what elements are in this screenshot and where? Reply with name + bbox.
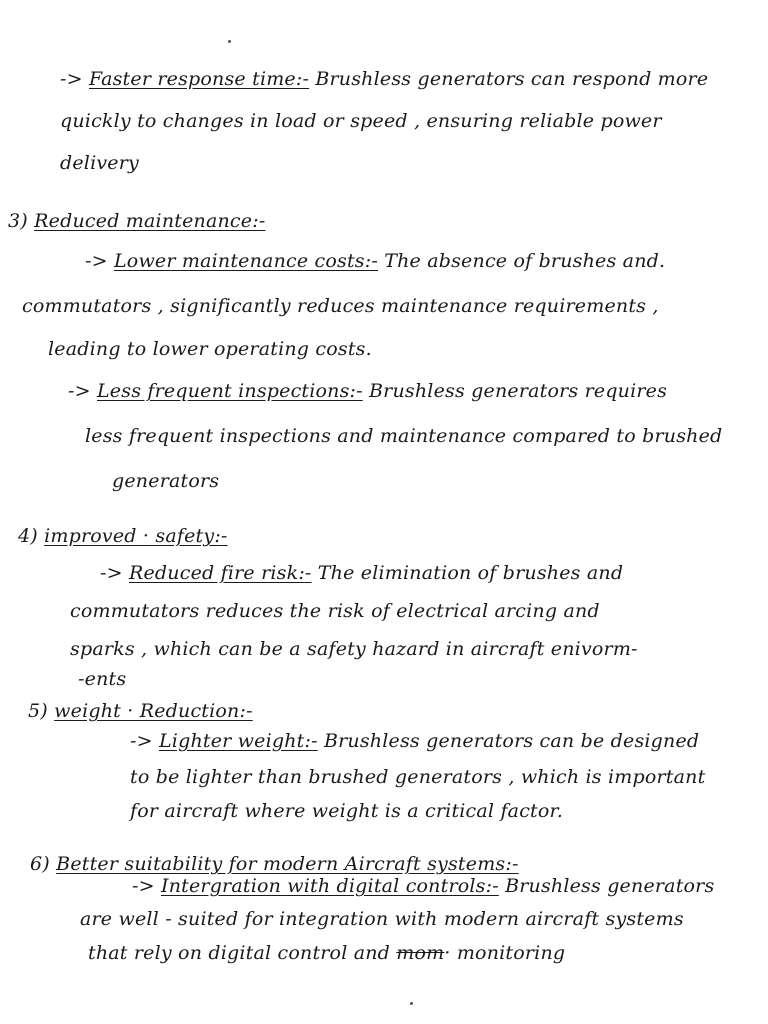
section-title: weight · Reduction:- xyxy=(54,700,253,722)
body-line: quickly to changes in load or speed , ensuring reliable power xyxy=(60,110,662,132)
struck-out-text: mom xyxy=(396,942,445,964)
arrow-bullet: -> xyxy=(85,250,114,272)
point-heading: Faster response time:- xyxy=(88,68,310,90)
section-number: 4) xyxy=(18,525,38,547)
body-line: leading to lower operating costs. xyxy=(48,338,372,360)
section-number: 3) xyxy=(8,210,28,232)
point-heading: Reduced fire risk:- xyxy=(128,562,312,584)
point-heading: Lighter weight:- xyxy=(158,730,318,752)
point-text: Brushless generators can be designed xyxy=(317,730,700,752)
point-text: Brushless generators xyxy=(498,875,715,897)
section-title: Reduced maintenance:- xyxy=(34,210,266,232)
arrow-bullet: -> xyxy=(68,380,97,402)
body-line: commutators , significantly reduces maintenance requirements , xyxy=(22,295,659,317)
body-line: are well - suited for integration with modern aircraft systems xyxy=(80,908,684,930)
section-title: Better suitability for modern Aircraft systems:- xyxy=(56,853,519,875)
stray-pen-dot xyxy=(228,40,231,43)
section-number: 5) xyxy=(28,700,48,722)
point-text: The elimination of brushes and xyxy=(311,562,624,584)
body-text: that rely on digital control and xyxy=(88,942,397,964)
section-heading-4 xyxy=(18,525,228,547)
section-heading-6 xyxy=(30,853,519,875)
arrow-bullet: -> xyxy=(130,730,159,752)
point-heading: Less frequent inspections:- xyxy=(96,380,363,402)
arrow-bullet: -> xyxy=(132,875,161,897)
body-line-final xyxy=(88,942,565,964)
point-fire-risk-line1 xyxy=(100,562,623,584)
point-lower-maintenance-line1 xyxy=(85,250,665,272)
arrow-bullet: -> xyxy=(60,68,89,90)
body-line: for aircraft where weight is a critical factor. xyxy=(130,800,563,822)
point-text: Brushless generators can respond more xyxy=(309,68,709,90)
body-line: sparks , which can be a safety hazard in aircraft enivorm- xyxy=(70,638,638,660)
body-line: less frequent inspections and maintenance compared to brushed xyxy=(85,425,723,447)
stray-pen-dot xyxy=(410,1002,413,1005)
body-line: generators xyxy=(112,470,220,492)
section-number: 6) xyxy=(30,853,50,875)
point-text: Brushless generators requires xyxy=(362,380,668,402)
body-line: -ents xyxy=(78,668,127,690)
point-less-inspections-line1 xyxy=(68,380,667,402)
arrow-bullet: -> xyxy=(100,562,129,584)
body-line: delivery xyxy=(60,152,139,174)
body-line: commutators reduces the risk of electrical arcing and xyxy=(70,600,600,622)
section-heading-3 xyxy=(8,210,265,232)
body-text: · monitoring xyxy=(444,942,566,964)
section-title: improved · safety:- xyxy=(44,525,228,547)
point-digital-integration-line1 xyxy=(132,875,714,897)
point-text: The absence of brushes and. xyxy=(377,250,666,272)
point-heading: Intergration with digital controls:- xyxy=(160,875,499,897)
section-heading-5 xyxy=(28,700,253,722)
point-heading: Lower maintenance costs:- xyxy=(113,250,378,272)
point-lighter-weight-line1 xyxy=(130,730,699,752)
body-line: to be lighter than brushed generators , which is important xyxy=(130,766,706,788)
point-faster-response-line1 xyxy=(60,68,708,90)
